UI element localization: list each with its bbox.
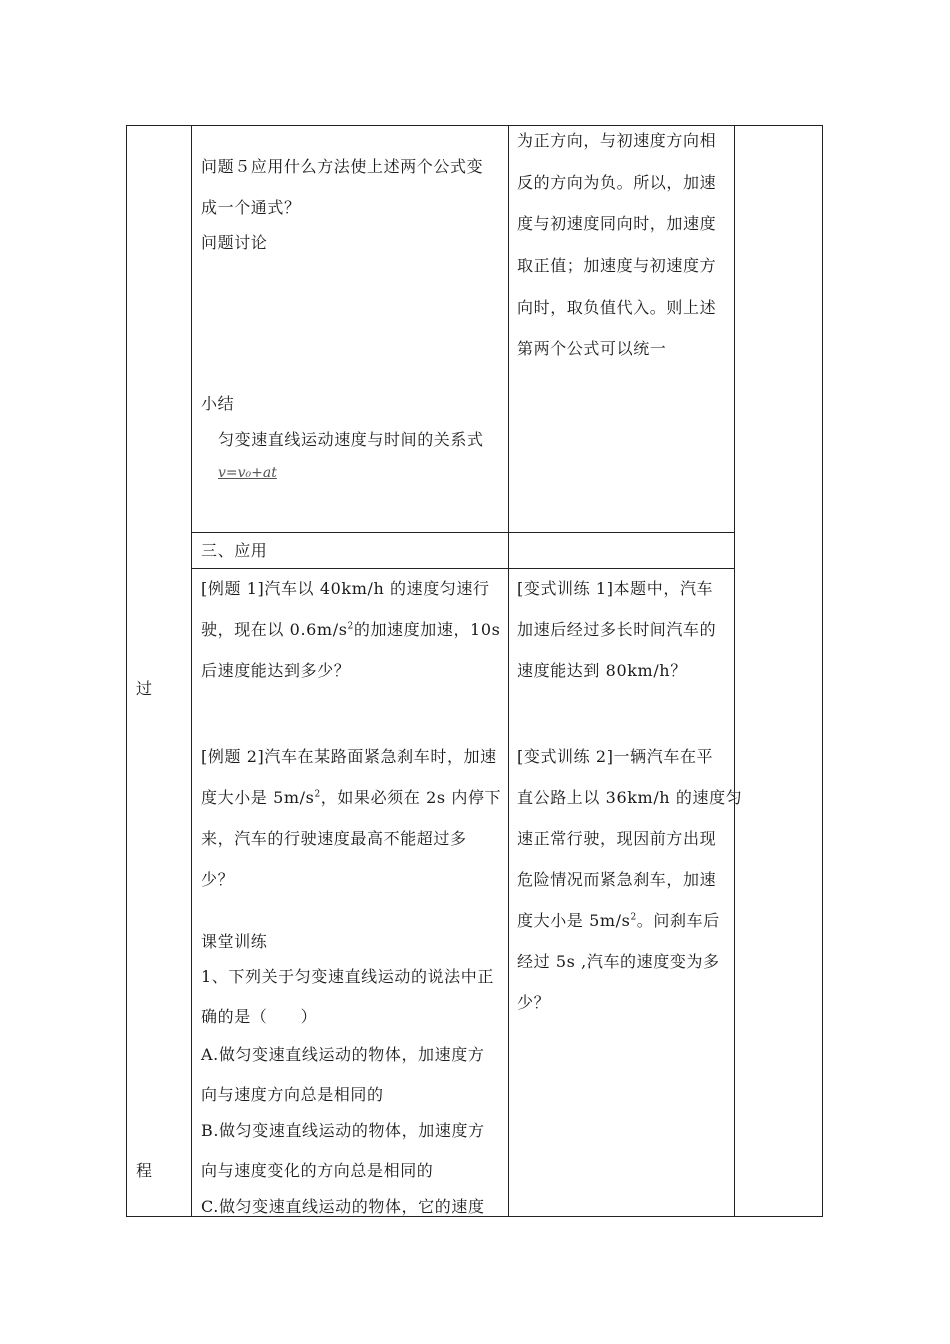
example-2-line-3: 来，汽车的行驶速度最高不能超过多 [201,829,467,848]
example-1-line-2-pre: 驶，现在以 0.6m/s [201,620,348,639]
explanation-line-2: 反的方向为负。所以，加速 [517,173,717,192]
variant-2-line-6: 经过 5s ,汽车的速度变为多 [517,952,720,971]
example-2-line-2-pre: 度大小是 5m/s [201,788,315,807]
variant-1-line-1: [变式训练 1]本题中，汽车 [517,579,714,598]
column-divider-2 [508,125,509,1217]
side-label-cheng: 程 [136,1161,153,1180]
option-b-line-2: 向与速度变化的方向总是相同的 [201,1161,434,1180]
option-b-line-1: B.做匀变速直线运动的物体，加速度方 [201,1121,485,1140]
variant-2-line-3: 速正常行驶，现因前方出现 [517,829,717,848]
explanation-line-5: 向时，取负值代入。则上述 [517,298,717,317]
question-5-line-2: 成一个通式？ [201,198,301,217]
explanation-line-4: 取正值；加速度与初速度方 [517,256,717,275]
variant-2-line-4: 危险情况而紧急刹车，加速 [517,870,717,889]
example-2-line-4: 少？ [201,870,235,889]
explanation-line-3: 度与初速度同向时，加速度 [517,214,717,233]
example-1-line-1: [例题 1]汽车以 40km/h 的速度匀速行 [201,579,490,598]
practice-title: 课堂训练 [201,932,268,951]
example-1-line-2-post: 的加速度加速，10s [353,620,501,639]
variant-2-line-1: [变式训练 2]一辆汽车在平 [517,747,714,766]
example-2-line-2 [201,785,501,808]
example-2-line-1: [例题 2]汽车在某路面紧急刹车时，加速 [201,747,497,766]
column-divider-1 [191,125,192,1217]
example-1-line-3: 后速度能达到多少？ [201,661,351,680]
variant-1-line-3: 速度能达到 80km/h？ [517,661,687,680]
variant-2-line-7: 少？ [517,993,551,1012]
option-a-line-1: A.做匀变速直线运动的物体，加速度方 [201,1045,485,1064]
exponent: 2 [314,789,321,800]
variant-1-line-2: 加速后经过多长时间汽车的 [517,620,717,639]
example-1-line-2 [201,617,500,640]
variant-2-line-2: 直公路上以 36km/h 的速度匀 [517,788,743,807]
question-5-line-1: 问题５应用什么方法使上述两个公式变 [201,157,484,176]
row-divider-examples [191,568,735,569]
explanation-line-6: 第两个公式可以统一 [517,339,667,358]
column-divider-3 [734,125,735,1217]
explanation-line-1: 为正方向，与初速度方向相 [517,131,717,150]
summary-text: 匀变速直线运动速度与时间的关系式 [218,430,484,449]
side-label-guo: 过 [136,679,153,698]
table-border-right [822,125,823,1217]
variant-2-line-5 [517,908,720,931]
row-divider-section [191,532,735,533]
question-1-line-1: 1、下列关于匀变速直线运动的说法中正 [201,967,494,986]
question-1-line-2: 确的是（ ） [201,1007,318,1026]
exponent: 2 [347,621,354,632]
discussion-label: 问题讨论 [201,233,268,252]
example-2-line-2-post: ，如果必须在 2s 内停下 [320,788,502,807]
summary-title: 小结 [201,394,235,413]
table-border-top [126,125,823,126]
variant-2-line-5-pre: 度大小是 5m/s [517,911,631,930]
table-border-left [126,125,127,1217]
variant-2-line-5-post: 。问刹车后 [636,911,720,930]
velocity-formula: v=v₀+at [218,465,277,481]
section-heading: 三、应用 [201,541,268,560]
option-c-line-1: C.做匀变速直线运动的物体，它的速度 [201,1197,485,1216]
exponent: 2 [630,912,637,923]
option-a-line-2: 向与速度方向总是相同的 [201,1085,384,1104]
